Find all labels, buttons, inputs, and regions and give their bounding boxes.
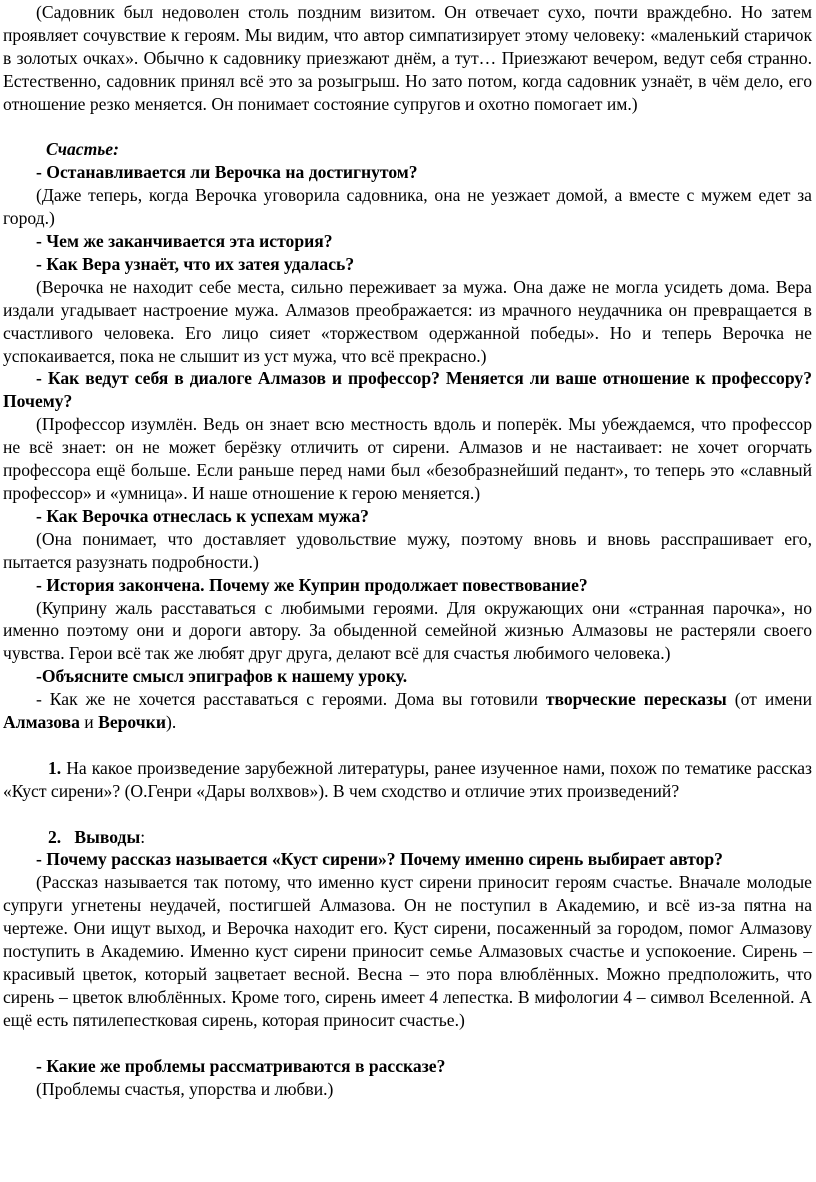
numbered-item-2 — [3, 826, 812, 849]
item-2-label: Выводы — [74, 826, 141, 847]
question-4: - Как ведут себя в диалоге Алмазов и профессор? Меняется ли ваше отношение к профессору? Почему? — [3, 368, 812, 412]
item-1-text: На какое произведение зарубежной литературы, ранее изученное нами, похож по тематике рассказ «Куст сирени»? (О.Генри «Дары волхвов»). В чем сходство и отличие этих произведений? — [3, 757, 812, 801]
question-3: - Как Вера узнаёт, что их затея удалась? — [36, 253, 355, 274]
numbered-item-1 — [3, 757, 812, 803]
task-text-1: - Как же не хочется расставаться с героями. Дома вы готовили — [36, 689, 546, 710]
question-6: - История закончена. Почему же Куприн продолжает повествование? — [36, 574, 588, 595]
task-text-2: (от имени — [726, 689, 813, 710]
question-9: - Какие же проблемы рассматриваются в рассказе? — [36, 1055, 446, 1076]
spacer — [3, 734, 812, 757]
item-2-colon: : — [140, 826, 146, 847]
task-text-4: ). — [165, 712, 177, 733]
answer-8: (Рассказ называется так потому, что именно куст сирени приносит героям счастье. Вначале молодые супруги угнетены неудачей, постигшей Алмазова. Он не поступил в Академию, и всё из-за пятна на чертеже. Они ищут выход, и Верочка находит его. Куст сирени, посаженный за городом, помог Алмазову поступить в Академию. Именно куст сирени приносит семье Алмазовых счастье и успокоение. Сирень – красивый цветок, который зацветает весной. Весна – это пора влюблённых. Можно предположить, что сирень – цветок влюблённых. Кроме того, сирень имеет 4 лепестка. В мифологии 4 – символ Вселенной. А ещё есть пятилепестковая сирень, которая приносит счастье.) — [3, 872, 812, 1030]
answer-9: (Проблемы счастья, упорства и любви.) — [36, 1078, 334, 1099]
task-bold-2: Алмазова — [3, 712, 80, 733]
task-bold-1: творческие пересказы — [545, 689, 727, 710]
item-2-number: 2. — [48, 826, 62, 847]
heading-happiness: Счастье: — [46, 139, 119, 160]
item-1-number: 1. — [48, 757, 62, 778]
task-text-3: и — [79, 712, 99, 733]
answer-3: (Верочка не находит себе места, сильно переживает за мужа. Она даже не могла усидеть дома. Вера издали угадывает настроение мужа. Алмазов преображается: из мрачного неудачника он превращается в счастливого человека. Его лицо сияет «торжеством одержанной победы». Но и теперь Верочка не успокаивается, пока не слышит из уст мужа, что всё прекрасно.) — [3, 276, 812, 366]
question-2: - Чем же заканчивается эта история? — [36, 231, 333, 252]
spacer — [3, 1032, 812, 1055]
task-retelling — [3, 688, 812, 734]
task-bold-3: Верочки — [98, 712, 166, 733]
spacer — [3, 803, 812, 826]
answer-5: (Она понимает, что доставляет удовольствие мужу, поэтому вновь и вновь расспрашивает его, пытается разузнать подробности.) — [3, 528, 812, 572]
answer-6: (Куприну жаль расставаться с любимыми героями. Для окружающих они «странная парочка», но именно поэтому они и дороги автору. За обыденной семейной жизнью Алмазовы не растеряли своего чувства. Герои всё так же любят друг друга, делают всё для счастья любимого человека.) — [3, 597, 812, 664]
spacer — [3, 116, 812, 139]
question-8: - Почему рассказ называется «Куст сирени»? Почему именно сирень выбирает автор? — [36, 849, 723, 870]
paragraph-intro: (Садовник был недоволен столь поздним визитом. Он отвечает сухо, почти враждебно. Но затем проявляет сочувствие к героям. Мы видим, что автор симпатизирует этому человеку: «маленький старичок в золотых очках». Обычно к садовнику приезжают днём, а тут… Приезжают вечером, ведут себя странно. Естественно, садовник принял всё это за розыгрыш. Но зато потом, когда садовник узнаёт, в чём дело, его отношение резко меняется. Он понимает состояние супругов и охотно помогает им.) — [3, 2, 812, 114]
question-5: - Как Верочка отнеслась к успехам мужа? — [36, 505, 369, 526]
answer-1: (Даже теперь, когда Верочка уговорила садовника, она не уезжает домой, а вместе с мужем едет за город.) — [3, 185, 812, 229]
question-7: -Объясните смысл эпиграфов к нашему уроку. — [36, 666, 408, 687]
question-1: - Останавливается ли Верочка на достигнутом? — [36, 162, 418, 183]
answer-4: (Профессор изумлён. Ведь он знает всю местность вдоль и поперёк. Мы убеждаемся, что профессор не всё знает: он не может берёзку отличить от сирени. Алмазов и не настаивает: не хочет огорчать профессора ещё больше. Если раньше перед нами был «безобразнейший педант», то теперь это «славный профессор» и «умница». И наше отношение к герою меняется.) — [3, 414, 812, 504]
